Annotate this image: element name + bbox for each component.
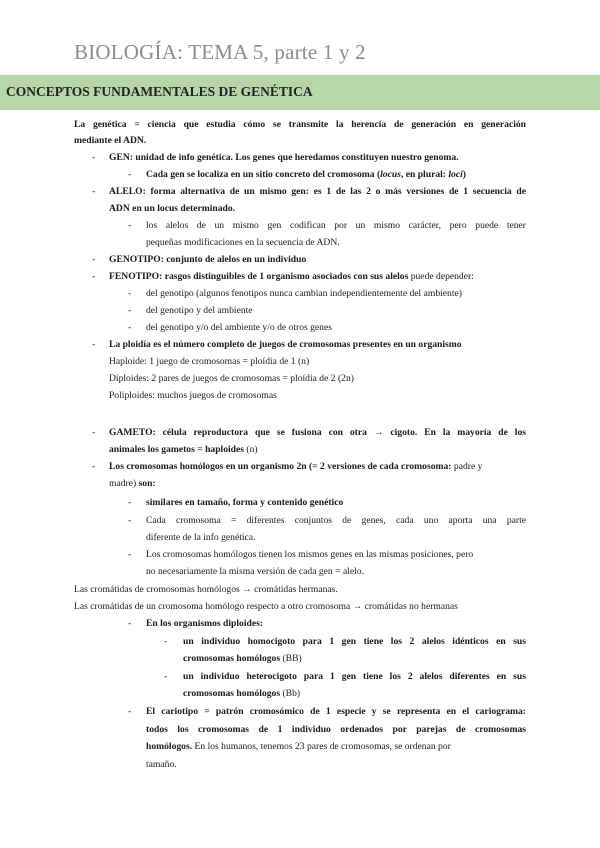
gen-label: GEN: (109, 152, 133, 163)
bullet-dash: - (128, 288, 132, 299)
ploidia-line: Poliploides: muchos juegos de cromosomas (109, 390, 277, 401)
cariotipo-line-3-bold: homólogos. (146, 741, 193, 752)
alelo-sub-line-2: pequeñas modificaciones en la secuencia de ADN. (146, 237, 340, 248)
alelo-line-1: ALELO: forma alternativa de un mismo gen: es 1 de las 2 o más versiones de 1 secuencia de (109, 186, 526, 197)
bullet-dash: - (128, 305, 132, 316)
homologos-sub-item-cont: diferente de la info genética. (146, 532, 256, 543)
heterocigoto-bold: cromosomas homólogos (183, 688, 281, 699)
bullet-dash: - (128, 220, 132, 231)
bullet-dash: - (128, 169, 132, 180)
bullet-dash: - (128, 618, 132, 629)
genotipo-item: GENOTIPO: conjunto de alelos en un individuo (109, 254, 307, 265)
intro-line-2: mediante el ADN. (74, 135, 147, 146)
gameto-line-2-bold: animales los gametos = haploides (109, 444, 244, 455)
bullet-dash: - (92, 461, 96, 472)
cromatidas-line-2: Las cromátidas de un cromosoma homólogo respecto a otro cromosoma → cromátidas no hermanas (74, 601, 458, 612)
gen-sub-text-3: ) (462, 169, 466, 180)
gen-sub-item (146, 169, 466, 181)
gen-sub-text: Cada gen se localiza en un sitio concreto del cromosoma ( (146, 169, 381, 180)
bullet-dash: - (128, 497, 132, 508)
heterocigoto-line-1: un individuo heterocigoto para 1 gen tiene los 2 alelos diferentes en sus (183, 671, 526, 682)
homologos-sub-item-cont: no necesariamente la misma versión de cada gen = alelo. (146, 566, 364, 577)
homocigoto-line-2 (183, 653, 302, 665)
heterocigoto-normal: (Bb) (280, 688, 301, 699)
fenotipo-sub-item: del genotipo y del ambiente (146, 305, 253, 316)
gen-sub-loci: loci (448, 169, 463, 180)
cariotipo-line-2: todos los cromosomas de 1 individuo ordenados por parejas de cromosomas (146, 724, 526, 735)
bullet-dash: - (92, 152, 96, 163)
homologos-sub-item: Cada cromosoma = diferentes conjuntos de genes, cada uno aporta una parte (146, 515, 526, 526)
fenotipo-sub-item: del genotipo y/o del ambiente y/o de otros genes (146, 322, 332, 333)
bullet-dash: - (92, 186, 96, 197)
ploidia-line: Haploide: 1 juego de cromosomas = ploídia de 1 (n) (109, 356, 310, 367)
section-header: CONCEPTOS FUNDAMENTALES DE GENÉTICA (6, 84, 313, 99)
gameto-line-2-normal: (n) (244, 444, 258, 455)
bullet-dash: - (92, 271, 96, 282)
homocigoto-line-1: un individuo homocigoto para 1 gen tiene los 2 alelos idénticos en sus (183, 636, 526, 647)
bullet-dash: - (128, 515, 132, 526)
homocigoto-normal: (BB) (280, 653, 302, 664)
gen-text: unidad de info genética. Los genes que heredamos constituyen nuestro genoma. (132, 152, 459, 163)
section-header-band (0, 75, 600, 110)
homologos-normal: padre y (451, 461, 483, 472)
bullet-dash: - (128, 706, 132, 717)
bullet-dash: - (164, 636, 168, 647)
heterocigoto-line-2 (183, 688, 300, 700)
homologos-line-2-bold: son: (136, 478, 156, 489)
cariotipo-line-3-normal: En los humanos, tenemos 23 pares de cromosomas, se ordenan por (192, 741, 451, 752)
bullet-dash: - (92, 427, 96, 438)
ploidia-item: La ploidía es el número completo de juegos de cromosomas presentes en un organismo (109, 339, 462, 350)
alelo-sub-line-1: los alelos de un mismo gen codifican por un mismo carácter, pero puede tener (146, 220, 526, 231)
page-title: BIOLOGÍA: TEMA 5, parte 1 y 2 (74, 40, 366, 64)
homologos-line-2 (109, 478, 156, 490)
bullet-dash: - (92, 254, 96, 265)
cariotipo-line-4: tamaño. (146, 759, 177, 770)
fenotipo-normal: puede depender: (408, 271, 474, 282)
alelo-line-2: ADN en un locus determinado. (109, 203, 236, 214)
fenotipo-item (109, 271, 474, 283)
bullet-dash: - (164, 671, 168, 682)
homologos-bold: Los cromosomas homólogos en un organismo 2n (= 2 versiones de cada cromosoma: (109, 461, 452, 472)
homocigoto-bold: cromosomas homólogos (183, 653, 281, 664)
bullet-dash: - (128, 549, 132, 560)
cromatidas-line-1: Las cromátidas de cromosomas homólogos → cromátidas hermanas. (74, 584, 338, 595)
cariotipo-line-3 (146, 741, 451, 753)
ploidia-line: Diploides: 2 pares de juegos de cromosomas = ploídia de 2 (2n) (109, 373, 354, 384)
gameto-line-1: GAMETO: célula reproductora que se fusiona con otra → cigoto. En la mayoría de los (109, 427, 526, 438)
fenotipo-sub-item: del genotipo (algunos fenotipos nunca cambian independientemente del ambiente) (146, 288, 462, 299)
diploides-header: En los organismos diploides: (146, 618, 264, 629)
gen-sub-locus: locus (380, 169, 401, 180)
gen-item (109, 152, 459, 164)
gen-sub-text-2: , en plural: (400, 169, 449, 180)
intro-line-1: La genética = ciencia que estudia cómo se transmite la herencia de generación en generación (74, 119, 526, 130)
homologos-sub-item: similares en tamaño, forma y contenido genético (146, 497, 344, 508)
cariotipo-line-1: El cariotipo = patrón cromosómico de 1 especie y se representa en el cariograma: (146, 706, 526, 717)
homologos-sub-item: Los cromosomas homólogos tienen los mismos genes en las mismas posiciones, pero (146, 549, 474, 560)
homologos-line-2-normal: madre) (109, 478, 137, 489)
homologos-line-1 (109, 461, 482, 473)
bullet-dash: - (128, 322, 132, 333)
fenotipo-bold: FENOTIPO: rasgos distinguibles de 1 organismo asociados con sus alelos (109, 271, 409, 282)
bullet-dash: - (92, 339, 96, 350)
gameto-line-2 (109, 444, 258, 456)
